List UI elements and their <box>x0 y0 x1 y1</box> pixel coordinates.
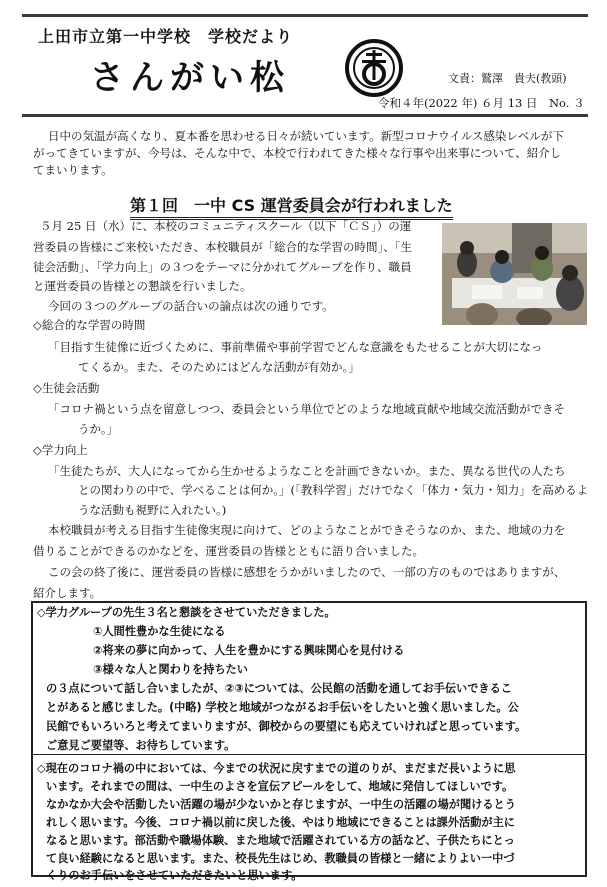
feedback-list-item: ③様々な人と関わりを持ちたい <box>93 663 248 676</box>
article-lead-line: と運営委員の皆様との懇談を行いました。 <box>33 279 252 293</box>
intro-line: 日中の気温が高くなり、夏本番を思わせる日々が続いています。新型コロナウイルス感染レベルが下 <box>48 129 564 143</box>
feedback-line: ◇現在のコロナ禍の中においては、今までの状況に戻すまでの道のりが、まだまだ長いように思 <box>37 762 516 775</box>
school-emblem-icon <box>344 38 404 98</box>
meeting-photo <box>442 223 587 325</box>
intro-line: てまいります。 <box>33 163 113 177</box>
closing-line: この会の終了後に、運営委員の皆様に感想をうかがいましたので、一部の方のものではありますが、 <box>48 565 566 579</box>
feedback-list-item: ②将来の夢に向かって、人生を豊かにする興味関心を見付ける <box>93 644 405 657</box>
feedback-divider <box>31 754 587 755</box>
topic-label: ◇生徒会活動 <box>33 381 100 395</box>
article-lead-line: 今回の３つのグループの話合いの論点は次の通りです。 <box>48 299 334 313</box>
feedback-line: とがあると感じました。(中略) 学校と地域がつながるお手伝いをしたいと強く思いました。公 <box>46 701 519 714</box>
feedback-line: ◇学力グループの先生３名と懇談をさせていただきました。 <box>37 606 336 619</box>
feedback-line: ご意見ご要望等、お待ちしています。 <box>46 739 236 752</box>
feedback-line: れしく思います。今後、コロナ禍以前に戻した後、やはり地域にできることは課外活動が主に <box>46 816 515 829</box>
topic-text: てくるか。また、そのためにはどんな活動が有効か。」 <box>78 360 360 374</box>
author-credit: 文責：鷲澤 貴夫(教頭) <box>448 72 567 85</box>
feedback-line: います。それまでの間は、一中生のよさを宣伝アピールをして、地域に発信してほしいです。 <box>46 780 514 793</box>
topic-text: 「目指す生徒像に近づくために、事前準備や事前学習でどんな意識をもたせることが大切になっ <box>48 340 543 354</box>
topic-label: ◇学力向上 <box>33 443 88 457</box>
article-lead-line: 徒会活動」、「学力向上」の３つをテーマに分かれてグループを作り、職員 <box>33 260 412 274</box>
article-headline: 第１回 一中 CS 運営委員会が行われました <box>130 193 453 220</box>
topic-label: ◇総合的な学習の時間 <box>33 318 146 332</box>
topic-text: うか。」 <box>78 422 119 436</box>
topic-text: 「生徒たちが、大人になってから生かせるようなことを計画できないか。また、異なる世代の人たち <box>48 464 566 478</box>
article-lead-line: ５月 25 日（水）に、本校のコミュニティスクール（以下「ＣＳ」）の運 <box>40 219 412 233</box>
feedback-line: て良い経験になると思います。また、校長先生はじめ、教職員の皆様と一緒によりよい一中づ <box>46 852 515 865</box>
closing-line: 借りることができるのかなどを、運営委員の皆様とともに語り合いました。 <box>33 544 424 558</box>
feedback-line: 民館でもいろいろと考えてまいりますが、御校からの要望にも応えていければと思っています。 <box>46 720 527 733</box>
article-lead-line: 営委員の皆様にご来校いただき、本校職員が「総合的な学習の時間」、「生 <box>33 240 413 254</box>
header-top-rule <box>22 14 588 17</box>
feedback-line: なると思います。部活動や職場体験、また地域で活躍されている方の話など、子供たちにとっ <box>46 834 515 847</box>
school-name: 上田市立第一中学校 学校だより <box>38 27 294 46</box>
intro-line: がってきていますが、今号は、そんな中で、本校で行われてきた様々な行事や出来事について、紹介し <box>33 146 562 160</box>
topic-text: との関わりの中で、学べることは何か。」(「教科学習」だけでなく「体力・気力・知力」を高めるよ <box>78 483 589 497</box>
feedback-line: なかなか大会や活動したい活躍の場が少ないかと存じますが、一中生の活躍の場が聞けるとう <box>46 798 516 811</box>
topic-text: 「コロナ禍という点を留意しつつ、委員会という単位でどのような地域貢献や地域交流活動ができそ <box>48 402 566 416</box>
issue-date: 令和４年(2022 年) ６月 13 日 No. ３ <box>378 96 585 110</box>
newsletter-title: さんがい松 <box>90 58 290 98</box>
feedback-line: の３点について話し合いましたが、②③については、公民館の活動を通してお手伝いできるこ <box>46 682 512 695</box>
closing-line: 本校職員が考える目指す生徒像実現に向けて、どのようなことができそうなのか、また、地域の力を <box>48 523 566 537</box>
header-bottom-rule <box>22 114 588 117</box>
topic-text: うな活動も視野に入れたい。) <box>78 503 227 517</box>
feedback-line: くりのお手伝いをさせていただきたいと思います。 <box>46 869 303 882</box>
closing-line: 紹介します。 <box>33 586 102 600</box>
feedback-list-item: ①人間性豊かな生徒になる <box>93 625 226 638</box>
